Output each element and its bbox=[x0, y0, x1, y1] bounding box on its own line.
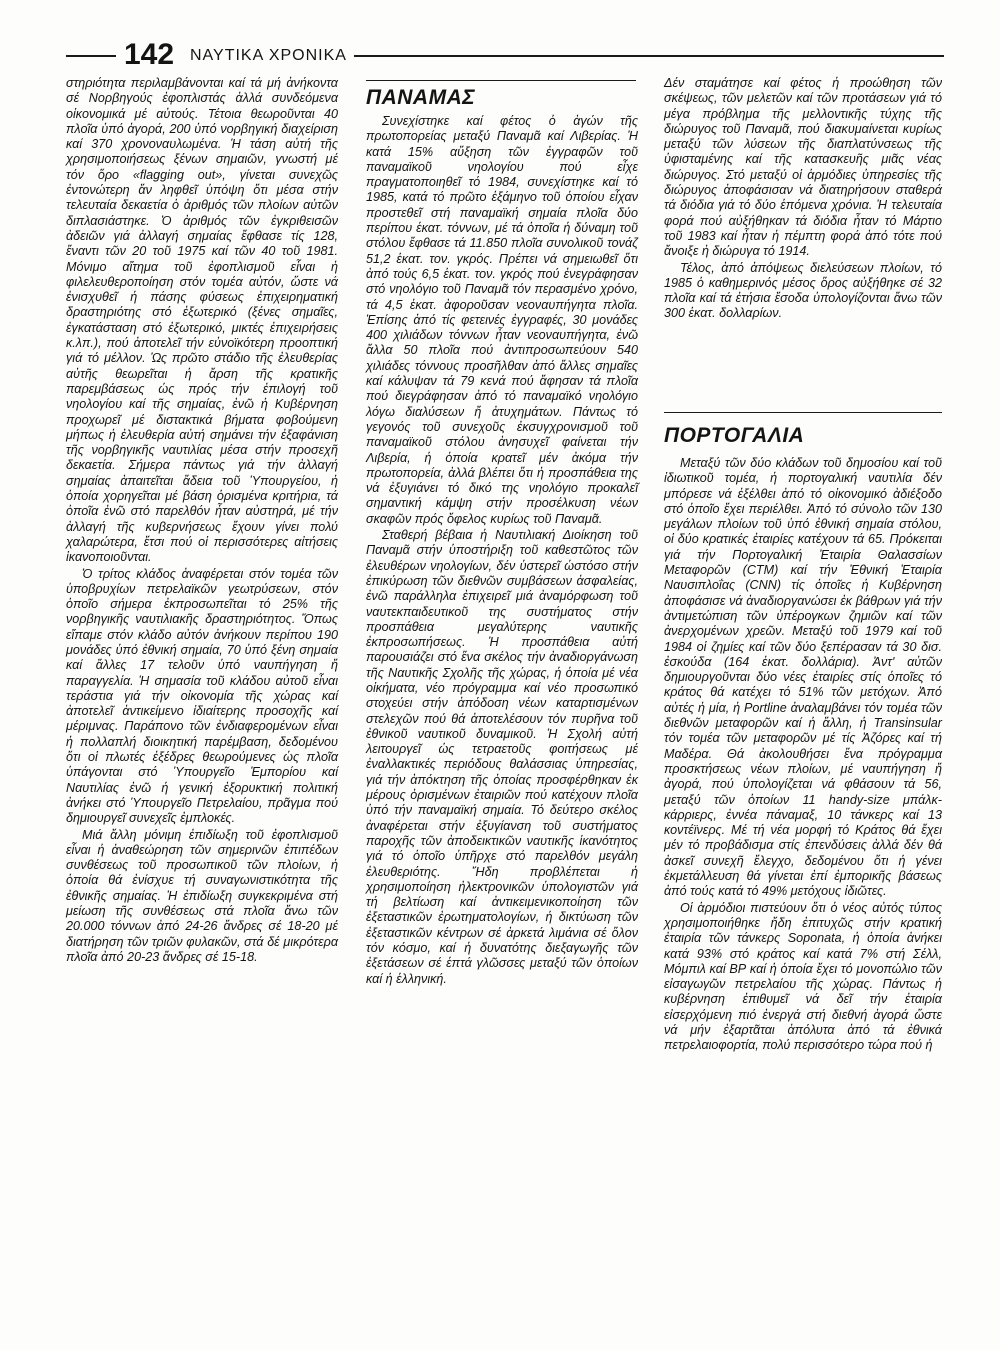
section-rule-panamas bbox=[366, 80, 636, 81]
column-right bbox=[664, 76, 942, 322]
paragraph: στηριότητα περιλαμβάνονται καί τά μή ἀνήκοντα σέ Νορβηγούς ἐφοπλιστάς ἀλλά συνδεόμενα οἰκονομικά μέ αὐτούς. Τέτοια θεωροῦνται 40 πλοῖα ὑπό ἀγορά, 200 ὑπό νορβηγική διαχείριση καί 370 χρονοναυλωμένα. Ἡ τάση αὐτή τῆς χρησιμοποιήσεως ξένων σημαιῶν, γνωστή μέ τόν ὅρο «flagging out», γίνεται συνεχῶς ἐντονώτερη ἄν ληφθεῖ ὑπόψη ὅτι μέσα στήν τελευταία δεκαετία ὁ ἀριθμός τῶν πλοίων αὐτῶν διπλασιάστηκε. Ὁ ἀριθμός τῶν ἐγκριθεισῶν ἀδειῶν γιά ἀλλαγή σημαίας ἔφθασε τίς 128, ἔναντι τῶν 20 τοῦ 1975 καί τῶν 40 τοῦ 1981. Μόνιμο αἴτημα τοῦ ἐφοπλισμοῦ εἶναι ἡ φιλελευθεροποίηση στόν τομέα αὐτόν, ὥστε νά ἐνισχυθεῖ ἡ πάσης φύσεως ἐπιχειρηματική δραστηριότης στό ἐξωτερικό (ξένες σημαῖες, ἐγκατάσταση στό ἐξωτερικό, μικτές ἐπιχειρήσεις κ.λπ.), πού ἀποτελεῖ τήν εὐνοϊκότερη προοπτική γιά τό μέλλον. Ὡς πρῶτο στάδιο τῆς ἐλευθερίας αὐτῆς θεωρεῖται ἡ ἄρση τῆς κρατικῆς παρεμβάσεως ὡς πρός τήν ἐπιλογή τοῦ νηολογίου καί τῆς σημαίας, ἐνῶ ἡ Κυβέρνηση προχωρεῖ μέ διστακτικά βήματα φοβούμενη μήπως ἡ ἐλευθερία αὐτή σημάνει τήν ἐξαφάνιση τῆς νορβηγικῆς ναυτιλίας μέσα στήν προσεχῆ δεκαετία. Σήμερα πάντως γιά τήν ἀλλαγή σημαίας ἀπαιτεῖται ἄδεια τοῦ Ὑπουργείου, ἡ ὁποία χορηγεῖται μέ βάση ὁρισμένα κριτήρια, τά ὁποῖα ἐνῶ στό παρελθόν ἦταν αὐστηρά, μέ τήν ἀλλαγή τῆς κυβερνήσεως ἔχουν γίνει πολύ χαλαρώτερα, ἔτσι πού οἱ περισσότερες αἰτήσεις ἱκανοποιοῦνται. bbox=[66, 76, 338, 565]
paragraph: Τέλος, ἀπό ἀπόψεως διελεύσεων πλοίων, τό 1985 ὁ καθημερινός μέσος ὅρος αὐξήθηκε σέ 32 πλοῖα καί τά ἐτήσια ἔσοδα ὑπολογίζονται ἄνω τῶν 300 ἑκατ. δολλαρίων. bbox=[664, 260, 942, 321]
section-rule-portogalia bbox=[664, 412, 942, 413]
paragraph: Οἱ ἁρμόδιοι πιστεύουν ὅτι ὁ νέος αὐτός τύπος χρησιμοποιήθηκε ἤδη ἐπιτυχῶς στήν κρατική ἐταιρία τῶν τάνκερς Soponata, ἡ ὁποία ἀνήκει κατά 93% στό κράτος καί κατά 7% στή Σέλλ, Μόμπιλ καί ΒΡ καί ἡ ὁποία ἔχει τό μονοπώλιο τῶν εἰσαγωγῶν πετρελαίου τῆς χώρας. Πάντως ἡ κυβέρνηση ἐπιθυμεῖ νά δεῖ τήν ἐταιρία εἰσερχόμενη πιό ἐνεργά στή διεθνή ἀγορά ὥστε νά μήν ἐξαρτᾶται ἀπόλυτα ἀπό τά ἐθνικά πετρελαιοφορτία, πολύ περισσότερο τώρα πού ἡ bbox=[664, 900, 942, 1053]
column-middle bbox=[366, 114, 638, 987]
column-right-portogalia bbox=[664, 456, 942, 1054]
section-heading-panamas: ΠΑΝΑΜΑΣ bbox=[366, 86, 476, 109]
paragraph: Σταθερή βέβαια ἡ Ναυτιλιακή Διοίκηση τοῦ Παναμᾶ στήν ὑποστήριξη τοῦ καθεστῶτος τῶν ἐλευθέρων νηολογίων, δέν ὑστερεῖ ὡστόσο στήν ἐπικύρωση τῶν διεθνῶν συμβάσεων ἀσφαλείας, ἐνῶ παράλληλα ἐπιχειρεῖ μιά ἀναμόρφωση τοῦ ναυτεκπαιδευτικοῦ της συστήματος στήν προσπάθεια μεγαλύτερης ναυτικῆς ἐκπροσωπήσεως. Ἡ προσπάθεια αὐτή παρουσιάζει στό ἕνα σκέλος τήν ἀναδιοργάνωση τῆς Ναυτικῆς Σχολῆς τῆς χώρας, ἡ ὁποία μέ νέα οἰκήματα, νέο πρόγραμμα καί νέο προσωπικό στοχεύει στήν ἀπόδοση νέων καταρτισμένων στελεχῶν πού θά ἀποτελέσουν τόν πυρῆνα τοῦ ἐθνικοῦ ναυτικοῦ δυναμικοῦ. Ἡ Σχολή αὐτή λειτουργεῖ ὡς τετραετοῦς φοιτήσεως μέ ἐναλλακτικές περιόδους θαλάσσιας ὑπηρεσίας, γιά τήν ἀπόκτηση τῆς ὁποίας προσφέρθηκαν ἐκ μέρους ὁρισμένων ἐταιριῶν πού κατέχουν πλοῖα ὑπό τήν παναμαϊκή σημαία. Τό δεύτερο σκέλος ἀναφέρεται στήν ἐξυγίανση τοῦ συστήματος παροχῆς τῶν ἀποδεικτικῶν ναυτικῆς ἱκανότητος γιά τό ὁποῖο ὑπῆρχε στό παρελθόν μεγάλη ἐλευθεριότης. Ἤδη προβλέπεται ἡ χρησιμοποίηση ἠλεκτρονικῶν ὑπολογιστῶν γιά τή βελτίωση καί ἀντικειμενικοποίηση τῶν ἐξεταστικῶν ἐρωτηματολογίων, ἡ δικτύωση τῶν ἐξεταστικῶν κέντρων σέ ἀρκετά λιμάνια σέ ὅλον τόν κόσμο, καί ἡ δυνατότης διεξαγωγῆς τῶν ἐξετάσεων σέ ἑπτά γλῶσσες μεταξύ τῶν ὁποίων καί ἡ ἑλληνική. bbox=[366, 528, 638, 986]
header-rule-left bbox=[66, 55, 116, 57]
column-left bbox=[66, 76, 338, 965]
paragraph: Συνεχίστηκε καί φέτος ὁ ἀγών τῆς πρωτοπορείας μεταξύ Παναμᾶ καί Λιβερίας. Ἡ κατά 15% αὔξηση τῶν ἐγγραφῶν τοῦ παναμαϊκοῦ νηολογίου πού εἶχε πραγματοποιηθεῖ τό 1984, συνεχίστηκε καί τό 1985, κατά τό πρῶτο ἑξάμηνο τοῦ ὁποίου εἶχαν προστεθεῖ στή παναμαϊκή σημαία πλοῖα δύο περίπου ἑκατ. τόννων, μέ τά ὁποῖα ἡ δύναμη τοῦ στόλου ἔφθασε τά 11.850 πλοῖα συνολικοῦ τονάζ 51,2 ἑκατ. τον. γκρός. Πρέπει νά σημειωθεῖ ὅτι ἀπό τούς 6,5 ἑκατ. τον. γκρός πού ἐνεγράφησαν στό νηολόγιο τοῦ Παναμᾶ τόν περασμένο χρόνο, τά 4,5 ἑκατ. ἀφοροῦσαν νεοναυπήγητα πλοῖα. Ἐπίσης ἀπό τίς φετεινές ἐγγραφές, 30 μονάδες 400 χιλιάδων τόννων ἦταν νεοναυπήγητα, ἐνῶ ἄλλα 50 πλοῖα πού ἀντιπροσωπεύουν 540 χιλιάδες τόννους προσῆλθαν ἀπό ἄλλες σημαῖες καί κάλυψαν τά 79 κενά πού ἄφησαν τά πλοῖα πού διεγράφησαν ἀπό τό παναμαϊκό νηολόγιο λόγω διαλύσεων ἤ ἀτυχημάτων. Πάντως τό γεγονός τοῦ συνεχοῦς ἐκσυγχρονισμοῦ τοῦ παναμαϊκοῦ στόλου ἀνησυχεῖ φαίνεται τήν Λιβερία, ἡ ὁποία κρατεῖ μέν ἀκόμα τήν πρωτοπορεία, ἀλλά βλέπει ὅτι ἡ προσπάθεια της νά ἐξυγιάνει τό δικό της νηολόγιο προκαλεῖ σημαντική κάμψη στήν προσέλκυση νέων σκαφῶν πρός ὄφελος κυρίως τοῦ Παναμᾶ. bbox=[366, 114, 638, 526]
journal-title: ΝΑΥΤΙΚΑ ΧΡΟΝΙΚΑ bbox=[190, 47, 347, 64]
paragraph: Μεταξύ τῶν δύο κλάδων τοῦ δημοσίου καί τοῦ ἰδιωτικοῦ τομέα, ἡ πορτογαλική ναυτιλία δέν μπόρεσε νά ἐξέλθει ἀπό τό οἰκονομικό ἀδιέξοδο στό ὁποῖο ἔχει περιέλθει. Ἀπό τό σύνολο τῶν 130 μεγάλων πλοίων τοῦ ὑπό ἐθνική σημαία στόλου, οἱ δύο κρατικές ἐταιρίες κατέχουν τά 65. Πρόκειται γιά τήν Πορτογαλική Ἐταιρία Θαλασσίων Μεταφορῶν (CTM) καί τήν Ἐθνική Ἐταιρία Ναυσιπλοΐας (CNN) τίς ὁποῖες ἡ Κυβέρνηση ἀποφάσισε νά ἀναδιοργανώσει ἐκ βάθρων γιά τήν ἀντιμετώπιση τῶν ὑπέρογκων ζημιῶν καί τῶν ἀνερχομένων χρεῶν. Μεταξύ τοῦ 1979 καί τοῦ 1984 οἱ ζημίες καί τῶν δύο ξεπέρασαν τά 30 δισ. ἐσκούδα (164 ἑκατ. δολλάρια). Ἀντ' αὐτῶν δημιουργοῦνται δύο νέες ἐταιρίες στίς ὁποῖες τό κράτος θά κατέχει τό 51% τῶν μετόχων. Ἀπό αὐτές ἡ μία, ἡ Portline ἀναλαμβάνει τόν τομέα τῶν διεθνῶν μεταφορῶν καί ἡ ἄλλη, ἡ Transinsular τόν τομέα τῶν μεταφορῶν μέ τίς Ἀζόρες καί τή Μαδέρα. Θά ἀκολουθήσει ἕνα πρόγραμμα προσκτήσεως νέων πλοίων, μέ ναυπήγηση ἤ ἀγορά, πού ὑπολογίζεται νά φθάσουν τά 56, μεταξύ τῶν ὁποίων 11 handy-size μπάλκ-κάρριερς, ἐννέα πάναμαξ, 10 τάνκερς καί 13 κοντέϊνερς. Μέ τή νέα μορφή τό Κράτος θά ἔχει μέν τό προβάδισμα στίς ἐπενδύσεις ἀλλά δέν θά ἀσκεῖ συνεχῆ ἔλεγχο, δεδομένου ὅτι ἡ γένει ἐκμετάλλευση θά γίνεται ἐπί ἐμπορικῆς βάσεως ἀπό τούς κατά τό 49% μετόχους ἰδιῶτες. bbox=[664, 456, 942, 899]
section-heading-portogalia: ΠΟΡΤΟΓΑΛΙΑ bbox=[664, 424, 805, 447]
page-header bbox=[66, 38, 944, 72]
paragraph: Δέν σταμάτησε καί φέτος ἡ προώθηση τῶν σκέψεως, τῶν μελετῶν καί τῶν προτάσεων γιά τό μέγα πρόβλημα τῆς μελλοντικῆς τύχης τῆς διώρυγος τοῦ Παναμᾶ, πού διακυμαίνεται κυρίως μεταξύ τῶν λύσεων τῆς διαπλατύνσεως τῆς ὑφισταμένης καί τῆς κατασκευῆς μιᾶς νέας διώρυγος. Στό μεταξύ οἱ ἁρμόδιες ὑπηρεσίες τῆς διώρυγος ἀποφάσισαν νά διατηρήσουν σταθερά τά διόδια γιά τό δύο ἑπόμενα χρόνια. Ἡ τελευταία φορά πού αὐξήθηκαν τά διόδια ἦταν τό Μάρτιο τοῦ 1983 καί ἦταν ἡ πέμπτη φορά ἀπό τότε πού ἄνοιξε ἡ διώρυγα τό 1914. bbox=[664, 76, 942, 259]
header-rule-right bbox=[354, 55, 944, 57]
page-number: 142 bbox=[124, 38, 175, 71]
paragraph: Ὁ τρίτος κλάδος ἀναφέρεται στόν τομέα τῶν ὑποβρυχίων πετρελαϊκῶν γεωτρύσεων, στόν ὁποῖο σήμερα ἐκπροσωπεῖται τό 25% τῆς νορβηγικῆς ναυτιλιακῆς δραστηριότητος. Ὅπως εἴπαμε στόν κλάδο αὐτόν ἀνήκουν περίπου 190 μονάδες ὑπό ἐθνική σημαία, 70 ὑπό ξένη σημαία καί ἄλλες 17 τελοῦν ὑπό ναυπήγηση ἤ παραγγελία. Ἡ σημασία τοῦ κλάδου αὐτοῦ εἶναι τεράστια γιά τήν οἰκονομία τῆς χώρας καί ἀποτελεῖ ἀντικείμενο ἰδιαίτερης προσοχῆς καί μέριμνας. Παράπονο τῶν ἐνδιαφερομένων εἶναι ἡ πολλαπλή διοικητική παρέμβαση, δεδομένου ὅτι οἱ πλωτές ἐξέδρες θεωρούμενες ὡς πλοῖα ὑπάγονται στό Ὑπουργεῖο Ἐμπορίου καί Ναυτιλίας ἐνῶ ἡ γενική ἐξορυκτική πολιτική ἀνήκει στό Ὑπουργεῖο Πετρελαίου, πρᾶγμα πού δημιουργεῖ συνεχεῖς ἐμπλοκές. bbox=[66, 566, 338, 826]
paragraph: Μιά ἄλλη μόνιμη ἐπιδίωξη τοῦ ἐφοπλισμοῦ εἶναι ἡ ἀναθεώρηση τῶν σημερινῶν ἐπιπέδων συνθέσεως τοῦ προσωπικοῦ τῶν πλοίων, ἡ ὁποία θά ἐνίσχυε τή συναγωνιστικότητα τῆς ἐθνικῆς σημαίας. Ἡ ἐπιδίωξη συγκεκριμένα στή μείωση τῆς συνθέσεως στά πλοῖα ἄνω τῶν 20.000 τόννων ἀπό 24-26 ἄνδρες σέ 18-20 μέ διατήρηση τῶν τριῶν φυλακῶν, στά δέ μικρότερα πλοῖα ἀπό 20-23 ἄνδρες σέ 15-18. bbox=[66, 827, 338, 964]
